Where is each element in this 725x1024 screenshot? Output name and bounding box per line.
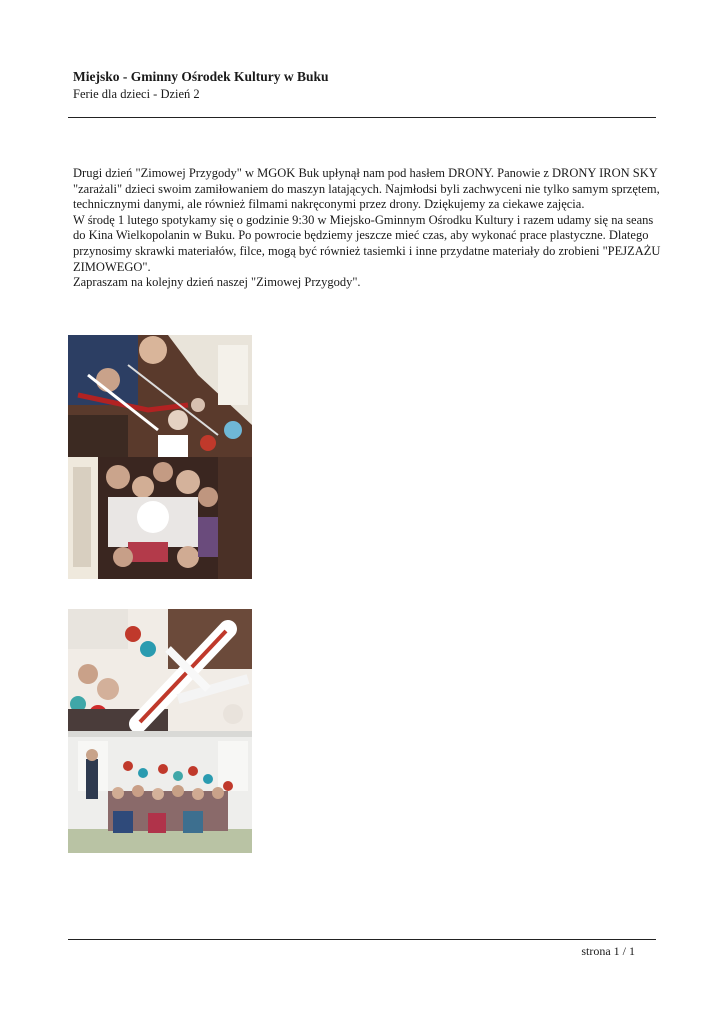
photo-group-balloons	[68, 731, 252, 853]
article-paragraph: Drugi dzień "Zimowej Przygody" w MGOK Buk upłynął nam pod hasłem DRONY. Panowie z DRONY IRON SKY "zarażali" dzieci swoim zamiłowaniem do maszyn latających. Najmłodsi byli zachwyceni nie tylko samym sprzętem, technicznymi danymi, ale również filmami nakręconymi przez drony. Dziękujemy za ciekawe zajęcia.	[73, 166, 660, 212]
photo-children-drone	[68, 335, 252, 457]
page-title: Miejsko - Gminny Ośrodek Kultury w Buku	[73, 69, 329, 84]
article-paragraph: W środę 1 lutego spotykamy się o godzinie 9:30 w Miejsko-Gminnym Ośrodku Kultury i razem udamy się na seans do Kina Wielkopolanin w Buku. Po powrocie będziemy jeszcze mieć czas, aby wykonać prace plastyczne. Dlatego przynosimy skrawki materiałów, filce, mogą być również tasiemki i inne przydatne materiały do zrobieni "PEJZAŻU ZIMOWEGO".	[73, 212, 661, 274]
page-subtitle: Ferie dla dzieci - Dzień 2	[73, 87, 200, 101]
header-divider	[68, 117, 656, 118]
article-paragraph: Zapraszam na kolejny dzień naszej "Zimowej Przygody".	[73, 275, 361, 290]
page-header	[73, 69, 663, 102]
photo-airplane-model	[68, 609, 252, 731]
photo-group-drone	[68, 457, 252, 579]
page-number: strona 1 / 1	[581, 944, 635, 958]
footer-divider	[68, 939, 656, 940]
article-body	[73, 166, 663, 291]
